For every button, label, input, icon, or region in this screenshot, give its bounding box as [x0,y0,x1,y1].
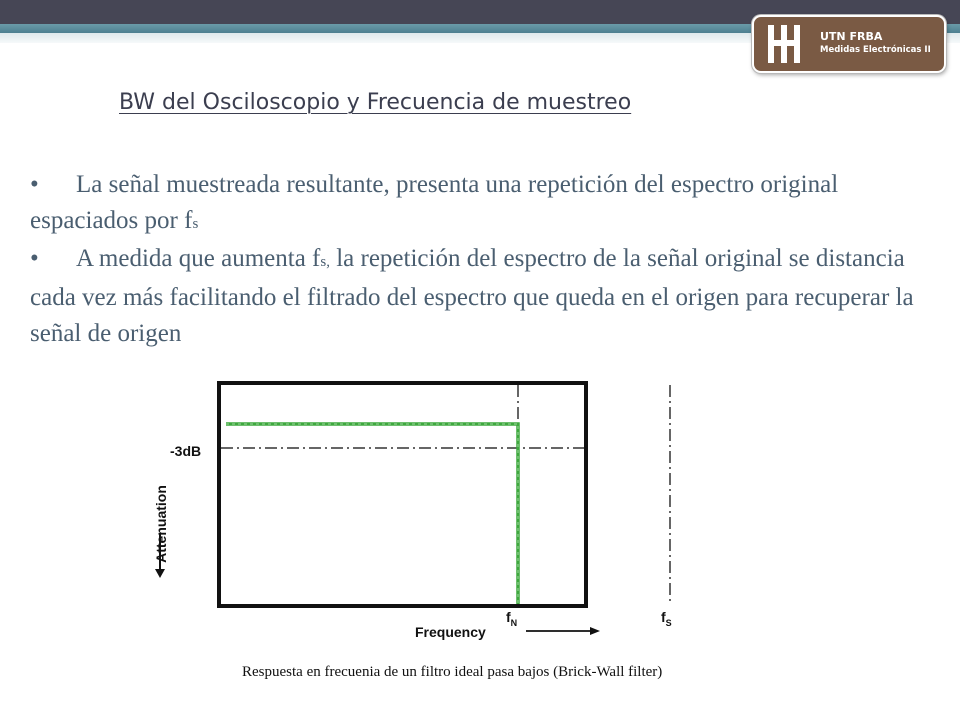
fn-label-main: f [506,609,511,625]
x-axis-arrow-head [590,627,600,635]
bullet-text-end: la repetición del espectro de la señal original se distancia cada vez más facilitando el filtrado del espectro que queda en el origen para recuperar la señal de origen [30,245,914,347]
bullet-item [30,241,940,352]
x-axis-label: Frequency [415,624,486,640]
bullet-text: A medida que aumenta f [76,245,321,272]
bullet-subscript: s, [320,254,330,270]
fn-label [506,609,517,628]
minus-3db-label: -3dB [170,443,202,459]
bullet-text: La señal muestreada resultante, presenta una repetición del espectro original espaciados por f [30,171,839,234]
utn-emblem-icon [760,22,808,66]
y-axis-label: Attenuation [153,485,169,563]
bullet-item [30,167,940,242]
filter-response-core [226,424,518,604]
figure-caption: Respuesta en frecuenia de un filtro ideal pasa bajos (Brick-Wall filter) [242,664,663,680]
bullet-subscript: s [192,216,199,232]
brick-wall-filter-figure [140,372,672,642]
fs-label [661,609,672,628]
bullet-symbol: • [30,245,39,272]
bullet-symbol: • [30,171,39,198]
fs-label-sub: S [665,618,672,628]
plot-frame [219,383,586,606]
fs-label-main: f [661,609,666,625]
logo-course-name: Medidas Electrónicas II [820,45,931,55]
utn-logo-badge [752,15,946,73]
fn-label-sub: N [510,618,518,628]
y-axis-arrow-head [155,569,165,578]
slide-title: BW del Osciloscopio y Frecuencia de muestreo [119,90,632,115]
filter-response-curve [226,424,518,604]
logo-org-name: UTN FRBA [820,30,883,43]
